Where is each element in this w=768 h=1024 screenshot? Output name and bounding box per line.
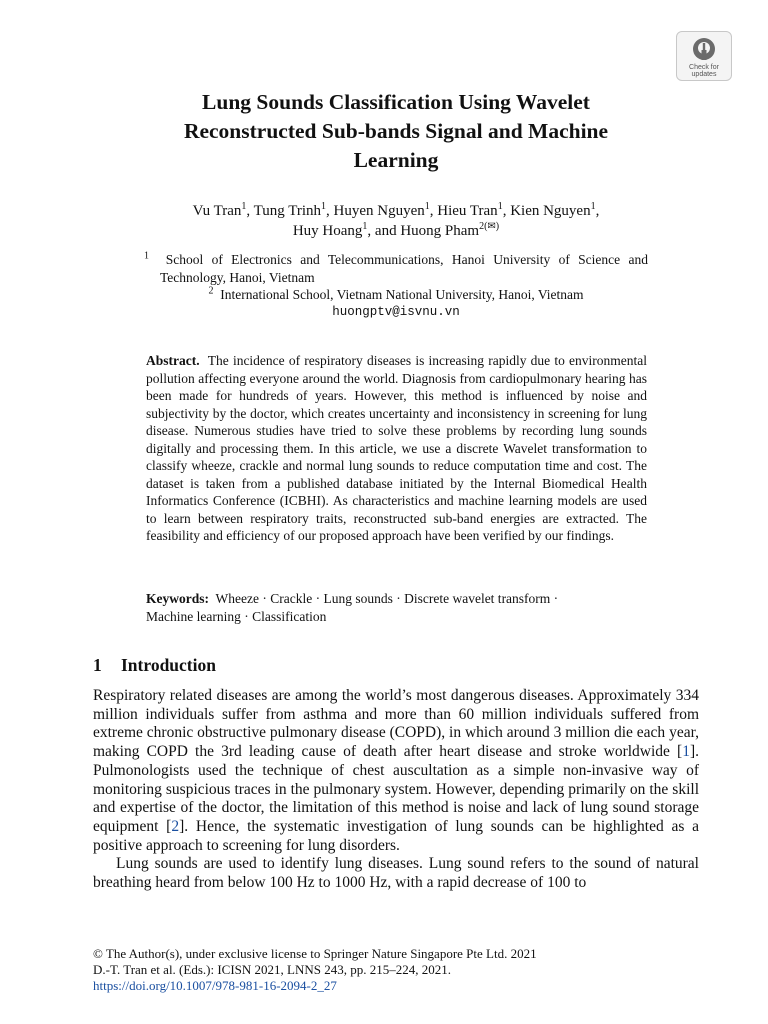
affiliation-1: $^1$ School of Electronics and Telecommunications, Hanoi University of Science and Technology, Hanoi, Vietnam bbox=[144, 250, 648, 285]
keyword: Crackle bbox=[270, 591, 313, 606]
abstract-text: The incidence of respiratory diseases is increasing rapidly due to environmental pollution affecting everyone around the world. Diagnosis from cardiopulmonary hearing has been made for hundreds of years. However, this method is influenced by noise and subjectivity by the doctor, which creates uncertainty and inconsistency in screening for lung disease. Numerous studies have tried to solve these problems by recording lung sounds digitally and processing them. In this article, we use a discrete Wavelet transformation to classify wheeze, crackle and normal lung sounds to reduce computation time and cost. The dataset is taken from a published database initiated by the Internal Biomedical Health Informatics Conference (ICBHI). As characteristics and machine learning models are used to learn between respiratory traits, reconstructed sub-band energies are extracted. The feasibility and efficiency of our proposed approach have been verified by our findings. bbox=[146, 353, 647, 543]
title-line: Reconstructed Sub-bands Signal and Machine bbox=[183, 119, 609, 143]
keyword: Lung sounds bbox=[323, 591, 393, 606]
citation-line: D.-T. Tran et al. (Eds.): ICISN 2021, LNNS 243, pp. 215–224, 2021. bbox=[93, 962, 451, 977]
body-text bbox=[93, 687, 699, 893]
section-number: 1 bbox=[93, 655, 102, 675]
abstract bbox=[146, 352, 647, 545]
section-title: Introduction bbox=[121, 655, 216, 675]
paper-title bbox=[100, 88, 692, 175]
affiliations bbox=[144, 251, 648, 321]
author: Vu Tran$^1$, bbox=[192, 201, 254, 219]
citation-link[interactable]: 1 bbox=[682, 743, 690, 761]
author: Kien Nguyen$^1$, bbox=[510, 201, 600, 219]
paragraph: Lung sounds are used to identify lung diseases. Lung sound refers to the sound of natural breathing heard from below 100 Hz to 1000 Hz, with a rapid decrease of 100 to bbox=[93, 855, 699, 892]
author: Huy Hoang$^1$, and bbox=[292, 221, 401, 239]
keyword: Machine learning bbox=[146, 608, 241, 624]
keywords: Keywords: Wheeze · Crackle · Lung sounds · Discrete wavelet transform · Machine learning · Classification bbox=[146, 591, 559, 624]
keyword: Discrete wavelet transform bbox=[404, 591, 551, 606]
abstract-label: Abstract. bbox=[146, 353, 200, 368]
keyword: Wheeze bbox=[215, 591, 259, 606]
crossmark-icon bbox=[691, 36, 717, 62]
check-for-updates-badge[interactable] bbox=[676, 31, 732, 81]
title-line: Lung Sounds Classification Using Wavelet bbox=[202, 90, 590, 114]
section-heading bbox=[93, 654, 216, 676]
author: Huyen Nguyen$^1$, bbox=[333, 201, 438, 219]
footer bbox=[93, 946, 693, 994]
affiliation-2: $^2$ International School, Vietnam National University, Hanoi, Vietnam bbox=[208, 285, 584, 302]
badge-label: Check for updates bbox=[689, 64, 719, 78]
author: Tung Trinh$^1$, bbox=[253, 201, 334, 219]
author: Hieu Tran$^1$, bbox=[437, 201, 511, 219]
paragraph: Respiratory related diseases are among the world’s most dangerous diseases. Approximately 334 million individuals suffer from asthma and more than 60 million individuals suffered from extreme chronic obstructive pulmonary disease (COPD), in which around 3 million die each year, making COPD the 3rd leading cause of death after heart disease and stroke worldwide [1]. Pulmonologists used the technique of chest auscultation as a simple non-invasive way of monitoring suspicious traces in the pulmonary system. However, depending primarily on the skill and expertise of the doctor, the limitation of this method is noise and lack of lung sound storage equipment [2]. Hence, the systematic investigation of lung sounds can be highlighted as a positive approach to screening for lung disorders. bbox=[93, 687, 700, 854]
copyright-line: © The Author(s), under exclusive license to Springer Nature Singapore Pte Ltd. 2021 bbox=[93, 946, 537, 961]
doi-link[interactable]: https://doi.org/10.1007/978-981-16-2094-2_27 bbox=[93, 978, 337, 993]
author-list bbox=[100, 201, 692, 241]
keyword: Classification bbox=[252, 608, 327, 624]
citation-link[interactable]: 2 bbox=[171, 817, 180, 835]
title-line: Learning bbox=[353, 148, 439, 172]
corresponding-email[interactable]: huongptv@isvnu.vn bbox=[332, 304, 460, 319]
author: Huong Pham$^{2(✉)}$ bbox=[400, 221, 500, 239]
keywords-label: Keywords: bbox=[146, 591, 209, 606]
